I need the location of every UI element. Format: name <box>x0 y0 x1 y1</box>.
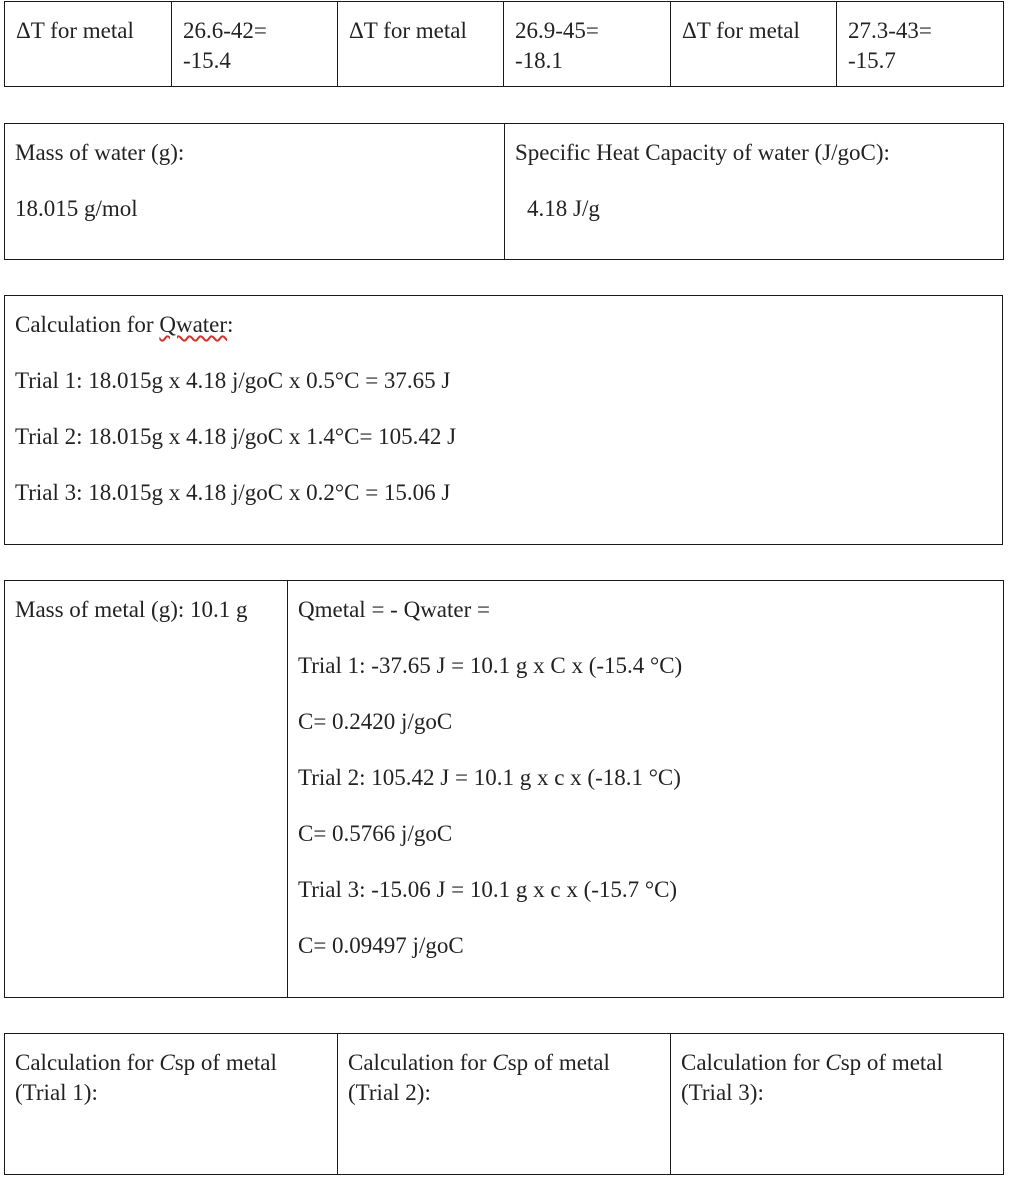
delta-t-value-line1: 26.6-42= <box>183 18 267 43</box>
csp-trial-label: (Trial 1): <box>15 1080 98 1105</box>
water-heat-value: 4.18 J/g <box>527 196 600 221</box>
qwater-title: Calculation for Qwater: <box>15 312 234 337</box>
qwater-table <box>4 295 1003 545</box>
water-heat-label: Specific Heat Capacity of water (J/goC): <box>515 140 890 165</box>
qmetal-line-2: C= 0.2420 j/goC <box>298 709 453 734</box>
water-mass-label: Mass of water (g): <box>15 140 185 165</box>
delta-t-value-cell[interactable] <box>172 2 338 87</box>
csp-trial-label: (Trial 2): <box>348 1080 431 1105</box>
qmetal-cell[interactable] <box>288 581 1004 998</box>
delta-t-label-cell[interactable] <box>671 2 837 87</box>
qmetal-header: Qmetal = - Qwater = <box>298 597 490 622</box>
spellcheck-word: Qwater <box>159 312 228 337</box>
water-heat-cell[interactable] <box>505 124 1004 260</box>
water-mass-value: 18.015 g/mol <box>15 196 138 221</box>
delta-t-label-cell[interactable] <box>5 2 172 87</box>
water-mass-cell[interactable] <box>5 124 505 260</box>
csp-cell-trial-1[interactable] <box>5 1034 338 1175</box>
delta-t-label-cell[interactable] <box>338 2 504 87</box>
csp-title: Calculation for Csp of metal <box>348 1050 610 1075</box>
delta-t-row <box>5 2 1004 87</box>
qwater-cell[interactable] <box>5 296 1003 545</box>
delta-t-value-cell[interactable] <box>837 2 1004 87</box>
delta-t-value-line2: -15.4 <box>183 48 231 73</box>
delta-t-label: ΔT for metal <box>682 18 800 43</box>
delta-t-value-line2: -15.7 <box>848 48 896 73</box>
metal-mass-label: Mass of metal (g): 10.1 g <box>15 597 248 622</box>
water-info-table <box>4 123 1004 260</box>
csp-title: Calculation for Csp of metal <box>15 1050 277 1075</box>
delta-t-value-line1: 26.9-45= <box>515 18 599 43</box>
delta-t-value-cell[interactable] <box>504 2 671 87</box>
csp-cell-trial-2[interactable] <box>338 1034 671 1175</box>
qwater-trial-2: Trial 2: 18.015g x 4.18 j/goC x 1.4°C= 105.42 J <box>15 424 457 449</box>
delta-t-table <box>4 1 1004 87</box>
qmetal-line-6: C= 0.09497 j/goC <box>298 933 464 958</box>
delta-t-label: ΔT for metal <box>349 18 467 43</box>
qmetal-line-4: C= 0.5766 j/goC <box>298 821 453 846</box>
qwater-trial-1: Trial 1: 18.015g x 4.18 j/goC x 0.5°C = 37.65 J <box>15 368 451 393</box>
delta-t-value-line2: -18.1 <box>515 48 563 73</box>
qmetal-line-1: Trial 1: -37.65 J = 10.1 g x C x (-15.4 °C) <box>298 653 683 678</box>
metal-calc-table <box>4 580 1004 998</box>
csp-table <box>4 1033 1004 1175</box>
qmetal-line-3: Trial 2: 105.42 J = 10.1 g x c x (-18.1 °C) <box>298 765 681 790</box>
csp-cell-trial-3[interactable] <box>671 1034 1004 1175</box>
csp-title: Calculation for Csp of metal <box>681 1050 943 1075</box>
qwater-trial-3: Trial 3: 18.015g x 4.18 j/goC x 0.2°C = 15.06 J <box>15 480 451 505</box>
delta-t-label: ΔT for metal <box>16 18 134 43</box>
csp-trial-label: (Trial 3): <box>681 1080 764 1105</box>
qmetal-line-5: Trial 3: -15.06 J = 10.1 g x c x (-15.7 °C) <box>298 877 678 902</box>
delta-t-value-line1: 27.3-43= <box>848 18 932 43</box>
metal-mass-cell[interactable] <box>5 581 288 998</box>
